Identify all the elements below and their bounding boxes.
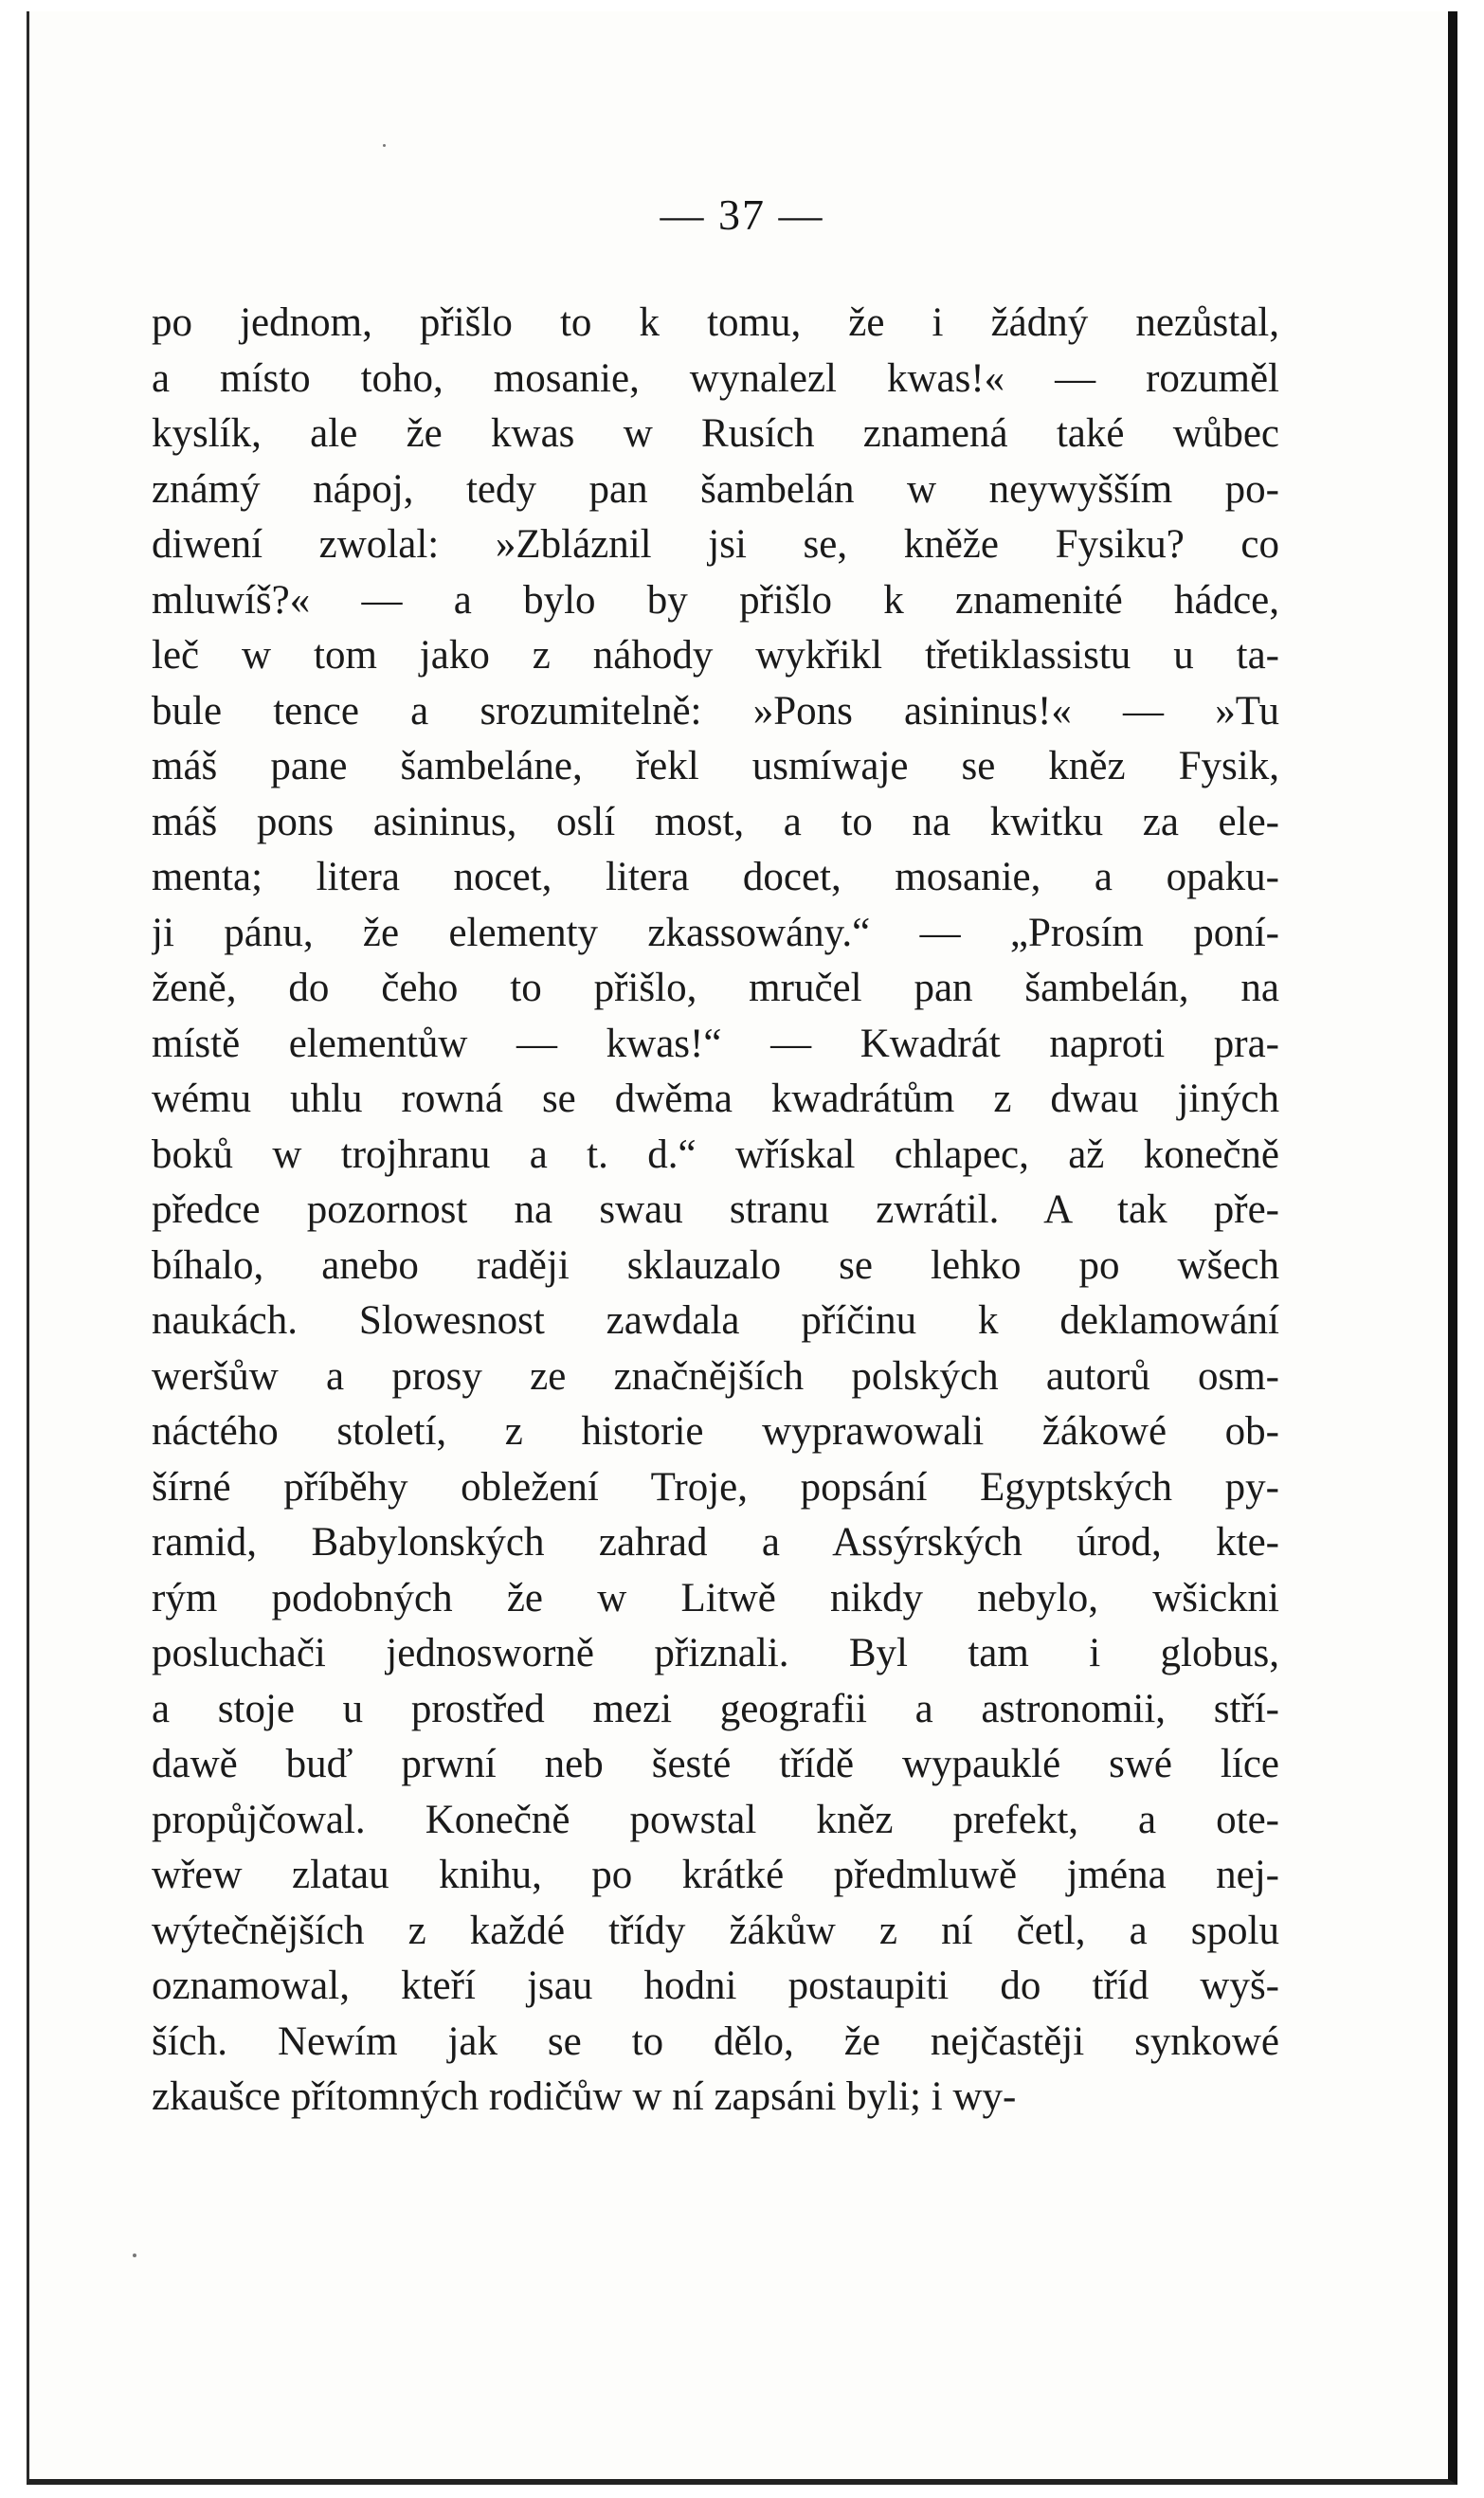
text-line: zkaušce přítomných rodičůw w ní zapsáni byli; i wy- <box>152 2074 1017 2119</box>
text-line: ramid, Babylonských zahrad a Assýrských úrod, kte- <box>152 1520 1279 1565</box>
text-line: a stoje u prostřed mezi geografii a astronomii, stří- <box>152 1686 1279 1731</box>
text-line: bule tence a srozumitelně: »Pons asininus!« — »Tu <box>152 688 1279 733</box>
text-line: diwení zwolal: »Zbláznil jsi se, kněže Fysiku? co <box>152 522 1279 567</box>
text-line: weršůw a prosy ze značnějších polských autorů osm- <box>152 1353 1279 1399</box>
text-line: dawě buď prwní neb šesté třídě wypauklé swé líce <box>152 1742 1279 1786</box>
body-text <box>152 296 1279 2126</box>
scan-speck <box>383 144 386 147</box>
text-line: wému uhlu rowná se dwěma kwadrátům z dwau jiných <box>152 1077 1279 1121</box>
text-line: posluchači jednosworně přiznali. Byl tam i globus, <box>152 1631 1279 1675</box>
text-line: rým podobných že w Litwě nikdy nebylo, wšickni <box>152 1575 1279 1620</box>
text-line: ji pánu, že elementy zkassowány.“ — „Prosím poní- <box>152 910 1279 955</box>
text-line: mluwíš?« — a bylo by přišlo k znamenité hádce, <box>152 577 1279 623</box>
text-line: menta; litera nocet, litera docet, mosanie, a opaku- <box>152 855 1279 899</box>
text-line: náctého století, z historie wyprawowali žákowé ob- <box>152 1409 1279 1454</box>
text-line: šírné příběhy obležení Troje, popsání Egyptských py- <box>152 1464 1279 1510</box>
page-number: — 37 — <box>660 190 824 239</box>
text-line: máš pons asininus, oslí most, a to na kwitku za ele- <box>152 799 1279 844</box>
text-line: místě elementůw — kwas!“ — Kwadrát naproti pra- <box>152 1021 1279 1066</box>
text-line: propůjčowal. Konečně powstal kněz prefekt, a ote- <box>152 1797 1279 1842</box>
text-line: známý nápoj, tedy pan šambelán w neywyšším po- <box>152 466 1279 512</box>
text-line: ženě, do čeho to přišlo, mručel pan šambelán, na <box>152 966 1279 1010</box>
text-line: wřew zlatau knihu, po krátké předmluwě jména nej- <box>152 1853 1279 1897</box>
scan-speck <box>133 2254 136 2257</box>
text-line: naukách. Slowesnost zawdala příčinu k deklamowání <box>152 1298 1279 1343</box>
text-line: a místo toho, mosanie, wynalezl kwas!« — rozuměl <box>152 355 1279 401</box>
text-line: leč w tom jako z náhody wykřikl třetiklassistu u ta- <box>152 633 1279 678</box>
text-line: máš pane šambeláne, řekl usmíwaje se kněz Fysik, <box>152 744 1279 788</box>
text-line: ších. Newím jak se to dělo, že nejčastěji synkowé <box>152 2018 1279 2064</box>
text-line: oznamowal, kteří jsau hodni postaupiti do tříd wyš- <box>152 1964 1279 2008</box>
text-line: předce pozornost na swau stranu zwrátil. A tak pře- <box>152 1187 1279 1232</box>
text-line: boků w trojhranu a t. d.“ wřískal chlapec, až konečně <box>152 1131 1279 1177</box>
text-line: kyslík, ale že kwas w Rusích znamená také wůbec <box>152 411 1279 456</box>
text-line: wýtečnějších z každé třídy žákůw z ní četl, a spolu <box>152 1908 1279 1953</box>
text-line: po jednom, přišlo to k tomu, že i žádný nezůstal, <box>152 300 1279 345</box>
text-line: bíhalo, anebo raději sklauzalo se lehko po wšech <box>152 1242 1279 1288</box>
